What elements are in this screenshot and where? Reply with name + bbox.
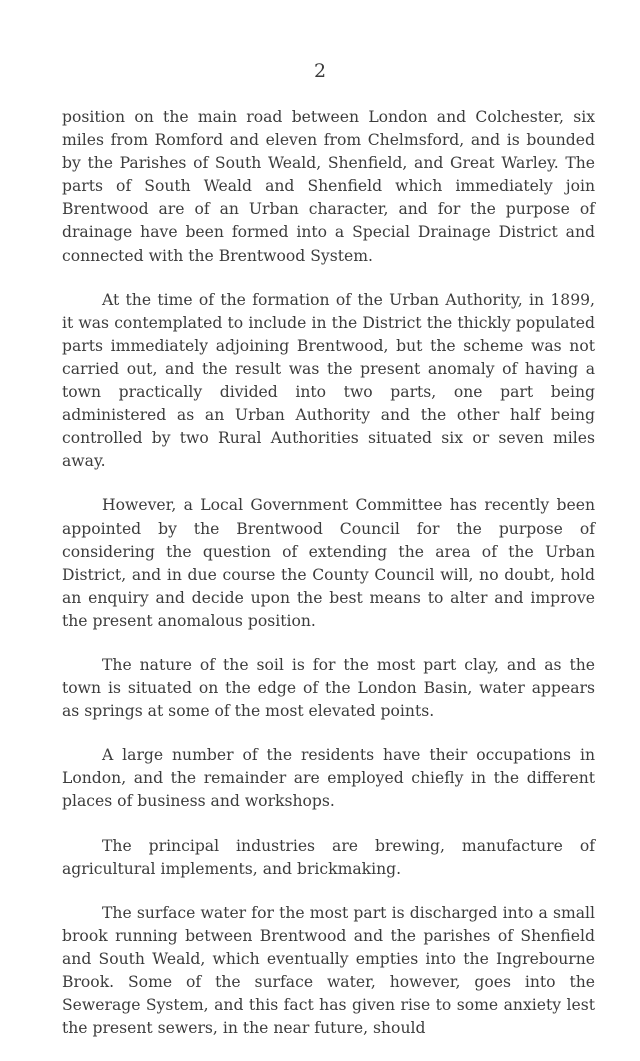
paragraph-surface-water: The surface water for the most part is discharged into a small brook running between Brentwood and the parishes of Shenfield and South Weald, which eventually empties into the Ingrebourne Brook. Some of the surface water, however, goes into the Sewerage System, and this fact has given rise to some anxiety lest the present sewers, in the near future, should	[62, 903, 595, 1038]
paragraph-soil: The nature of the soil is for the most part clay, and as the town is situated on the edge of the London Basin, water appears as springs at some of the most elevated points.	[62, 655, 595, 721]
paragraph-local-government-committee: However, a Local Government Committee has recently been appointed by the Brentwood Council for the purpose of considering the question of extending the area of the Urban District, and in due course the County Council will, no doubt, hold an enquiry and decide upon the best means to alter and improve the present anomalous position.	[62, 496, 595, 630]
paragraph-urban-authority: At the time of the formation of the Urban Authority, in 1899, it was contemplated to include in the District the thickly populated parts immediately adjoining Brentwood, but the scheme was not carried out, and the result was the present anomaly of having a town practically divided into two parts, one part being administered as an Urban Authority and the other half being controlled by two Rural Authorities situated six or seven miles away.	[62, 290, 595, 471]
paragraph-location: position on the main road between London and Colchester, six miles from Romford and eleven from Chelmsford, and is bounded by the Parishes of South Weald, Shenfield, and Great Warley. The parts of South Weald and Shenfield which immediately join Brentwood are of an Urban character, and for the purpose of drainage have been formed into a Special Drainage District and connected with the Brentwood System.	[62, 108, 595, 265]
paragraph-industries: The principal industries are brewing, manufacture of agricultural implements, and brickmaking.	[62, 836, 595, 878]
page-number: 2	[313, 60, 327, 82]
paragraph-residents: A large number of the residents have their occupations in London, and the remainder are employed chiefly in the different places of business and workshops.	[62, 746, 595, 811]
body-text	[62, 106, 595, 1061]
